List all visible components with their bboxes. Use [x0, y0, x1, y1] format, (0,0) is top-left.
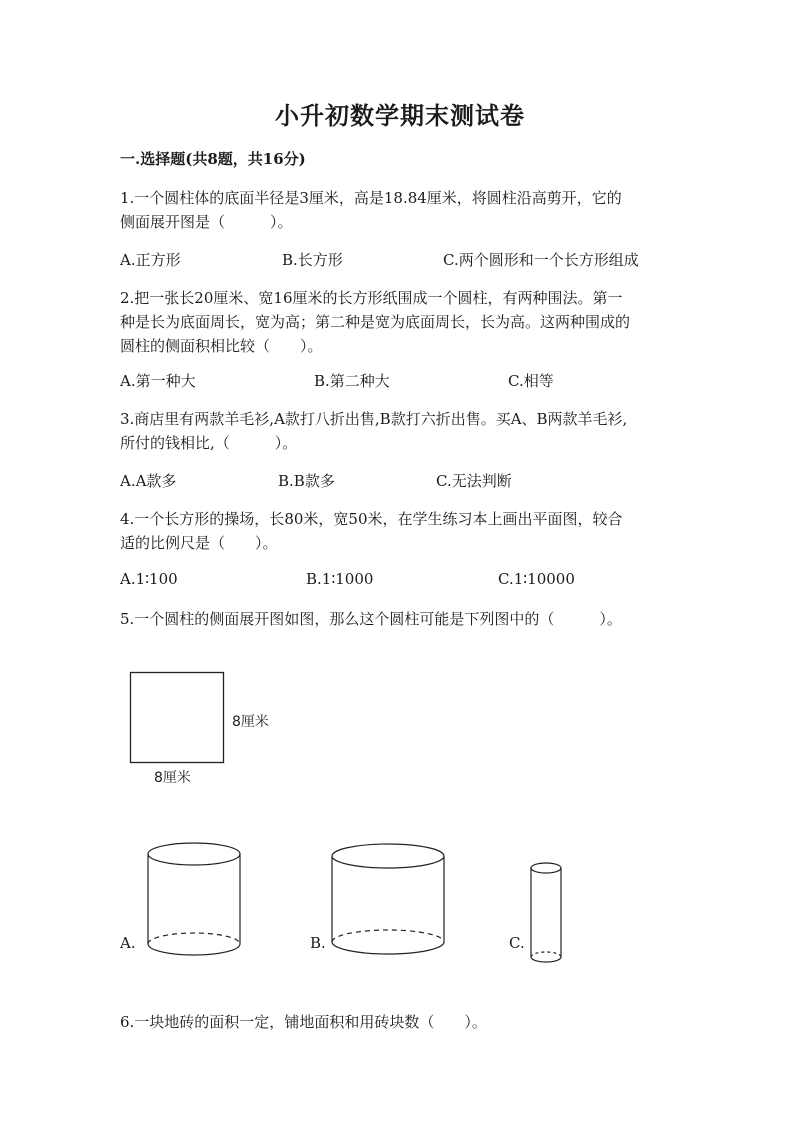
- bottom-length-label: 8厘米: [154, 770, 191, 786]
- option-b: B.: [310, 934, 326, 952]
- option-a: A.A款多: [120, 472, 177, 490]
- question-text-line: 种是长为底面周长，宽为高；第二种是宽为底面周长，长为高。这两种围成的: [120, 313, 631, 331]
- cylinder-c-icon: [526, 856, 570, 966]
- question-6: [120, 1010, 487, 1034]
- option-b: B.第二种大: [314, 372, 390, 390]
- question-text-line: 6.一块地砖的面积一定，铺地面积和用砖块数（ ）。: [120, 1013, 487, 1031]
- option-a: A.: [120, 934, 136, 952]
- question-3: [120, 407, 627, 455]
- question-text-line: 圆柱的侧面积相比较（ ）。: [120, 337, 323, 355]
- question-text-line: 1.一个圆柱体的底面半径是3厘米，高是18.84厘米，将圆柱沿高剪开，它的: [120, 189, 622, 207]
- option-c: C.两个圆形和一个长方形组成: [443, 251, 639, 269]
- question-2: [120, 286, 630, 358]
- option-b: B.长方形: [282, 251, 343, 269]
- cylinder-a-icon: [140, 838, 250, 963]
- question-text-line: 适的比例尺是（ ）。: [120, 534, 278, 552]
- question-text-line: 侧面展开图是（ ）。: [120, 213, 293, 231]
- question-text-line: 5.一个圆柱的侧面展开图如图，那么这个圆柱可能是下列图中的（ ）。: [120, 610, 622, 628]
- option-b: B.1∶1000: [306, 570, 374, 588]
- question-1: [120, 186, 622, 234]
- question-text-line: 2.把一张长20厘米、宽16厘米的长方形纸围成一个圆柱，有两种围法。第一: [120, 289, 623, 307]
- square-shape: [131, 673, 224, 763]
- section-heading: 一.选择题(共8题，共16分): [120, 150, 306, 168]
- option-a: A.正方形: [120, 251, 181, 269]
- option-c: C.相等: [508, 372, 554, 390]
- option-a: A.1∶100: [120, 570, 178, 588]
- option-a: A.第一种大: [120, 372, 196, 390]
- question-4: [120, 507, 623, 555]
- option-c: C.1∶10000: [498, 570, 575, 588]
- unfolded-square-figure: [120, 660, 290, 790]
- question-text-line: 所付的钱相比,（ ）。: [120, 434, 298, 452]
- question-5: [120, 607, 622, 631]
- side-length-label: 8厘米: [232, 714, 269, 730]
- cylinder-b-icon: [326, 838, 451, 963]
- page-title: 小升初数学期末测试卷: [275, 101, 525, 130]
- option-b: B.B款多: [278, 472, 335, 490]
- option-c: C.无法判断: [436, 472, 512, 490]
- question-text-line: 4.一个长方形的操场，长80米，宽50米，在学生练习本上画出平面图，较合: [120, 510, 623, 528]
- option-c: C.: [509, 934, 525, 952]
- question-text-line: 3.商店里有两款羊毛衫,A款打八折出售,B款打六折出售。买A、B两款羊毛衫,: [120, 410, 628, 428]
